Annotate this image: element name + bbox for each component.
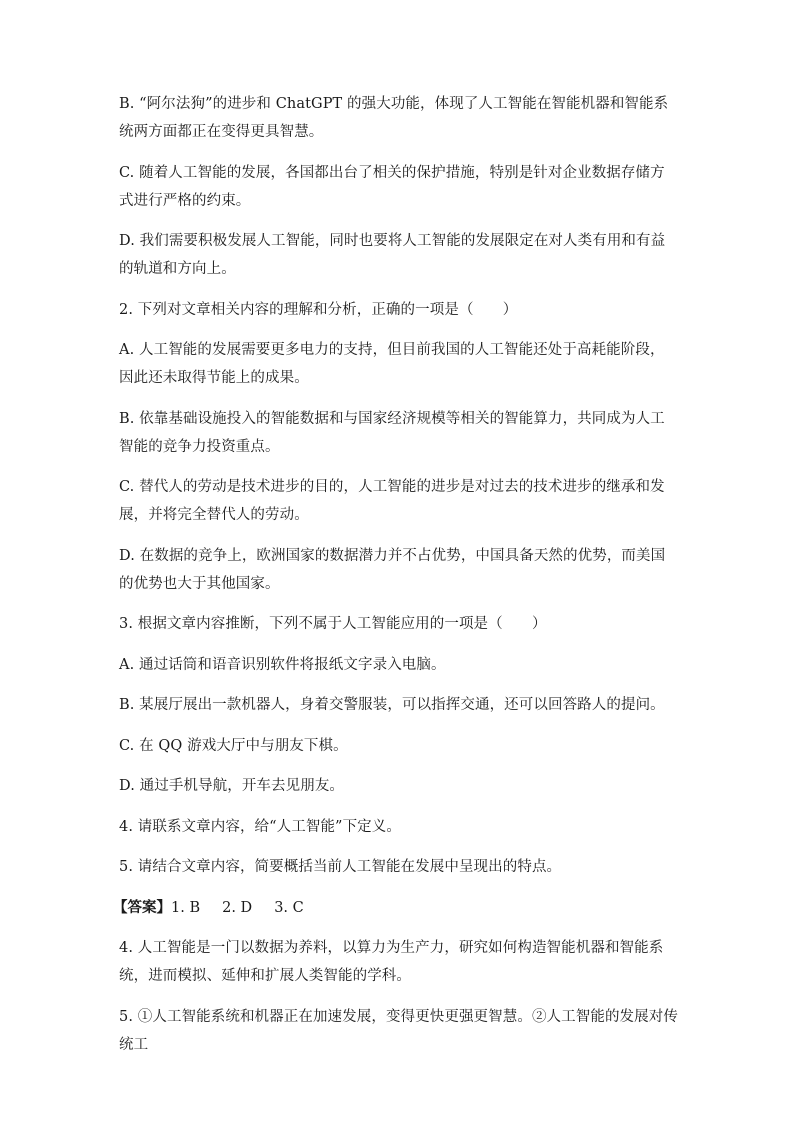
answer-item-2: 2. D — [222, 899, 253, 916]
answer-item-3: 3. C — [274, 899, 304, 916]
option-3d: D. 通过手机导航，开车去见朋友。 — [119, 778, 345, 794]
answer-5: 5. ①人工智能系统和机器正在加速发展，变得更快更强更智慧。②人工智能的发展对传统工 — [119, 1008, 678, 1053]
option-2c: C. 替代人的劳动是技术进步的目的，人工智能的进步是对过去的技术进步的继承和发展，并将完全替代人的劳动。 — [119, 479, 665, 523]
option-3a: A. 通过话筒和语音识别软件将报纸文字录入电脑。 — [119, 656, 446, 673]
question-5: 5. 请结合文章内容，简要概括当前人工智能在发展中呈现出的特点。 — [119, 859, 562, 875]
option-2a: A. 人工智能的发展需要更多电力的支持，但目前我国的人工智能还处于高耗能阶段，因此还未取得节能上的成果。 — [119, 342, 665, 386]
option-3b: B. 某展厅展出一款机器人，身着交警服装，可以指挥交通，还可以回答路人的提问。 — [119, 697, 665, 713]
option-1b: B. “阿尔法狗”的进步和 ChatGPT 的强大功能，体现了人工智能在智能机器和智能系统两方面都正在变得更具智慧。 — [119, 96, 669, 140]
option-3c: C. 在 QQ 游戏大厅中与朋友下棋。 — [119, 737, 348, 754]
option-2d: D. 在数据的竞争上，欧洲国家的数据潜力并不占优势，中国具备天然的优势，而美国的优势也大于其他国家。 — [119, 547, 666, 592]
question-3: 3. 根据文章内容推断，下列不属于人工智能应用的一项是（ ） — [119, 616, 547, 632]
document-body — [113, 90, 679, 1071]
option-2b: B. 依靠基础设施投入的智能数据和与国家经济规模等相关的智能算力，共同成为人工智能的竞争力投资重点。 — [119, 410, 665, 455]
answer-tag: 【答案】 — [113, 898, 171, 916]
answer-item-1: 1. B — [171, 899, 201, 916]
option-1c: C. 随着人工智能的发展，各国都出台了相关的保护措施，特别是针对企业数据存储方式进行严格的约束。 — [119, 164, 665, 209]
answer-4: 4. 人工智能是一门以数据为养料，以算力为生产力，研究如何构造智能机器和智能系统，进而模拟、延伸和扩展人类智能的学科。 — [119, 940, 664, 984]
question-2: 2. 下列对文章相关内容的理解和分析，正确的一项是（ ） — [119, 301, 518, 318]
option-1d: D. 我们需要积极发展人工智能，同时也要将人工智能的发展限定在对人类有用和有益的轨道和方向上。 — [119, 233, 666, 277]
answer-row — [113, 894, 679, 922]
question-4: 4. 请联系文章内容，给“人工智能”下定义。 — [119, 818, 401, 835]
